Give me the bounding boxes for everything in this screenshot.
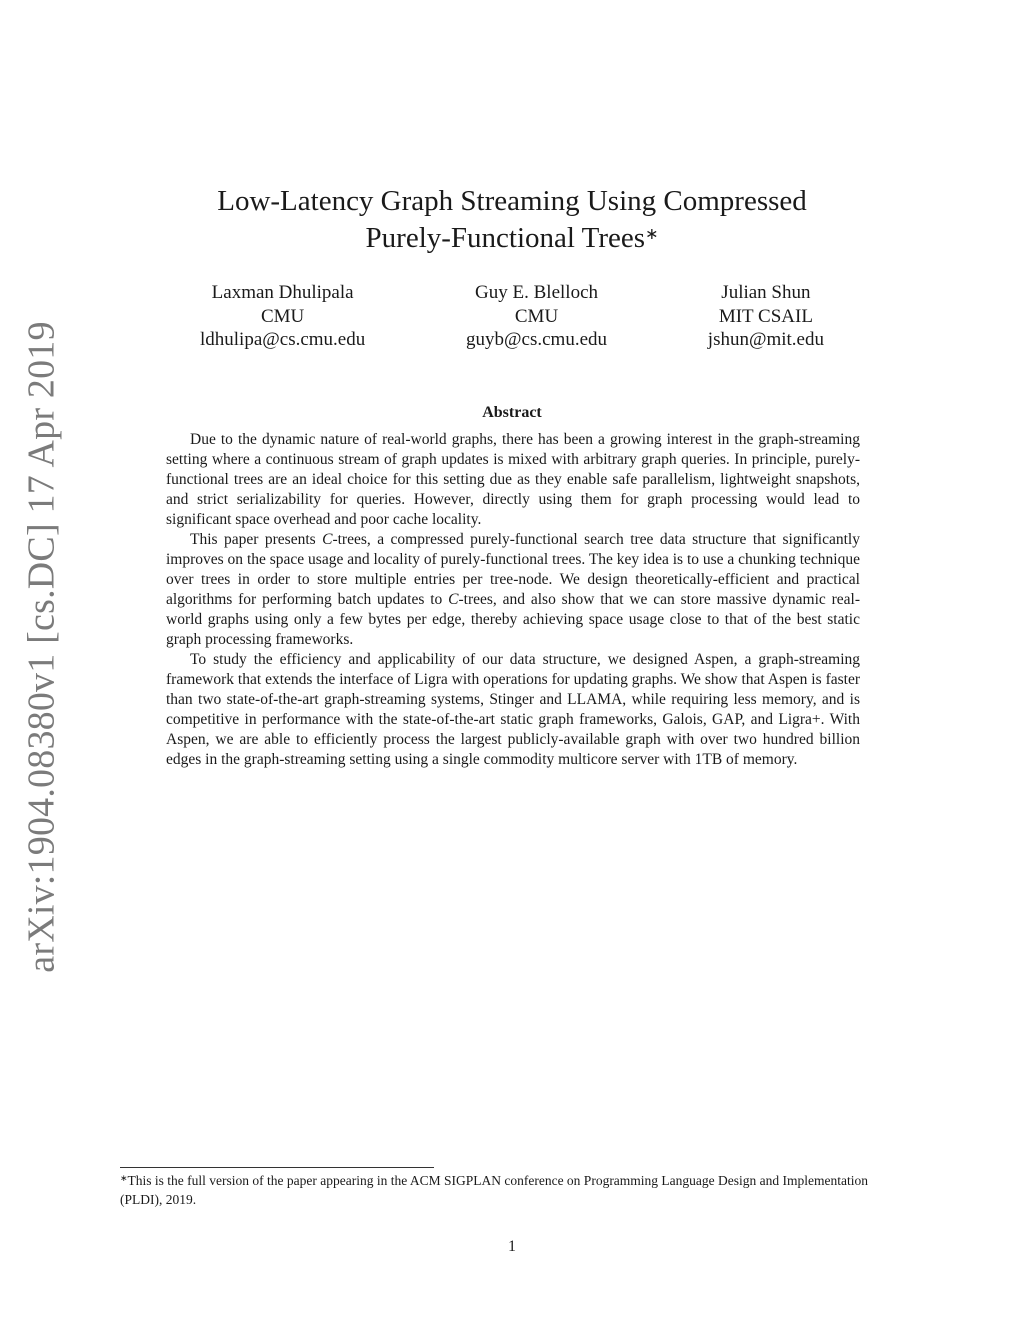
abstract-p2-part-a: This paper presents — [190, 531, 323, 548]
author-name: Julian Shun — [721, 282, 811, 303]
title-line-2: Purely-Functional Trees — [365, 222, 646, 254]
footnote-text: This is the full version of the paper appearing in the ACM SIGPLAN conference on Programming Language Design and Implementation (PLDI), 2019. — [120, 1173, 868, 1207]
arxiv-identifier-stamp — [14, 321, 70, 973]
author-list — [200, 281, 824, 352]
title-line-1: Low-Latency Graph Streaming Using Compressed — [217, 185, 807, 217]
author-block — [200, 281, 365, 352]
footnote-marker: ∗ — [120, 1173, 128, 1183]
abstract-body — [166, 430, 860, 770]
author-affiliation: CMU — [260, 305, 305, 327]
author-affiliation: CMU — [514, 305, 559, 327]
abstract-paragraph-3: To study the efficiency and applicability of our data structure, we designed Aspen, a graph-streaming framework that extends the interface of Ligra with operations for updating graphs. We show that Aspen is faster than two state-of-the-art graph-streaming systems, Stinger and LLAMA, while requiring less memory, and is competitive in performance with the state-of-the-art static graph frameworks, Galois, GAP, and Ligra+. With Aspen, we are able to efficiently process the largest publicly-available graph with over two hundred billion edges in the graph-streaming setting using a single commodity multicore server with 1TB of memory. — [166, 651, 860, 768]
author-email: ldhulipa@cs.cmu.edu — [200, 329, 366, 350]
author-email: guyb@cs.cmu.edu — [466, 329, 608, 350]
author-name: Laxman Dhulipala — [211, 282, 354, 303]
abstract-paragraph-2 — [166, 530, 860, 650]
c-trees-letter: C — [448, 591, 459, 608]
footnote — [120, 1171, 906, 1209]
page-number: 1 — [508, 1238, 516, 1255]
paper-title — [160, 183, 864, 257]
footnote-divider — [120, 1167, 434, 1168]
arxiv-identifier-text: arXiv:1904.08380v1 [cs.DC] 17 Apr 2019 — [21, 321, 63, 973]
author-name: Guy E. Blelloch — [475, 282, 598, 303]
abstract-heading: Abstract — [482, 404, 542, 421]
author-block — [708, 281, 824, 352]
abstract-p2-part-b: -trees, a compressed purely-functional search tree data structure that significantly improves on the space usage and locality of purely-functional trees. The key idea is to use a chunking technique over trees in order to store multiple entries per tree-node. We design theoretically-efficient and practical algorithms for performing batch updates to — [166, 531, 860, 608]
c-trees-letter: C — [322, 531, 333, 548]
author-block — [466, 281, 607, 352]
author-affiliation: MIT CSAIL — [718, 305, 813, 327]
title-footnote-marker: ∗ — [645, 226, 659, 243]
author-email: jshun@mit.edu — [707, 329, 824, 350]
abstract-p2-part-c: -trees, and also show that we can store massive dynamic real-world graphs using only a few bytes per edge, thereby achieving space usage close to that of the best static graph processing frameworks. — [166, 591, 860, 648]
abstract-paragraph-1: Due to the dynamic nature of real-world graphs, there has been a growing interest in the graph-streaming setting where a continuous stream of graph updates is mixed with arbitrary graph queries. In principle, purely-functional trees are an ideal choice for this setting due as they enable safe parallelism, lightweight snapshots, and strict serializability for queries. However, directly using them for graph processing would lead to significant space overhead and poor cache locality. — [166, 431, 860, 528]
